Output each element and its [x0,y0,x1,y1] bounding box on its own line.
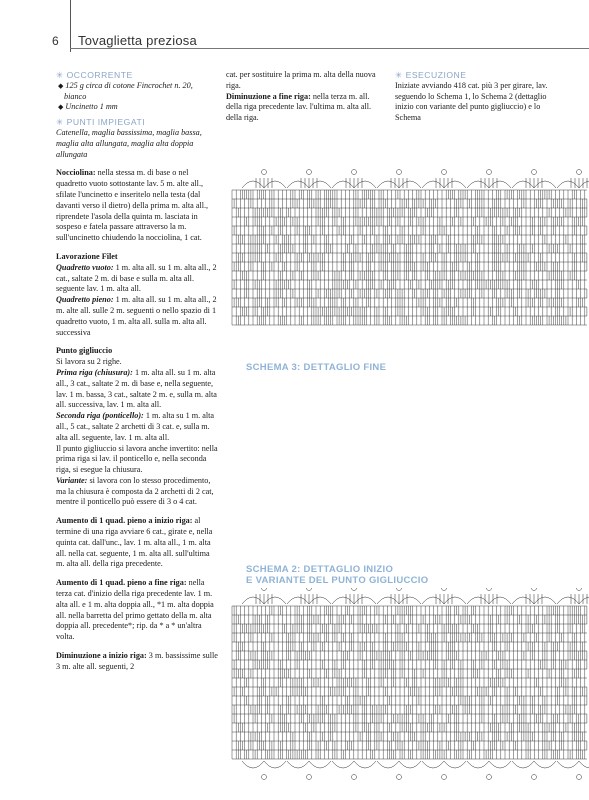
prima-riga-paragraph: Prima riga (chiusura): 1 m. alta all. su 1 m. alta all., 3 cat., saltate 2 m. di base e, nella seguente, lav. 1 m. bassa, 3 cat., saltate 2 m. e, sulla m. alta all. successiva, lav. 1 m. alta all. [56,367,217,410]
esecuzione-text: Iniziate avviando 418 cat. più 3 per girare, lav. seguendo lo Schema 1, lo Schema 2 (dettaglio inizio con variante del punto gigliuccio) e lo Schema [395,80,548,123]
star-icon: ✳ [395,70,406,80]
text-column-2 [226,70,384,124]
seconda-riga-paragraph: Seconda riga (ponticello): 1 m. alta su 1 m. alta all., 5 cat., saltate 2 archetti di 3 cat. e, sulla m. alta all. seguente, lav. 1 m. alta all. [56,411,215,442]
dim-inizio-paragraph: Diminuzione a inizio riga: 3 m. bassissime sulle 3 m. alte all. seguenti, 2 [56,651,218,671]
header-vertical-rule [70,0,71,52]
page-number: 6 [52,34,59,48]
crochet-chart-schema-2 [226,588,589,788]
dim-fine-paragraph: Diminuzione a fine riga: nella terza m. all. della riga precedente lav. l'ultima m. alta all. della riga. [226,91,372,123]
vuoto-paragraph: Quadretto vuoto: 1 m. alta all. su 1 m. alta all., 2 cat., saltate 2 m. di base e sulla m. alta all. seguente lav. 1 m. alta all. [56,262,217,294]
page-header [0,0,589,48]
list-item: bianco [64,91,87,101]
gigliuccio-intro: Si lavora su 2 righe. [56,357,122,367]
list-item: ◆ 125 g circa di cotone Fincrochet n. 20, [58,80,193,90]
schema-2-title-line-1: SCHEMA 2: DETTAGLIO INIZIO [246,564,394,575]
crochet-chart-schema-3 [226,168,589,330]
star-icon: ✳ [56,70,67,80]
pieno-paragraph: Quadretto pieno: 1 m. alta all. su 1 m. alta all., 2 m. alte all. sulle 2 m. seguenti o nello spazio di 1 quadretto vuoto, 1 m. alta all. sulla m. alta all. successiva [56,295,217,337]
invertito-paragraph: Il punto gigliuccio si lavora anche invertito: nella prima riga si lav. il ponticello e, nella seconda riga, si esegue la chiusura. [56,443,218,475]
text-column-1 [56,70,218,673]
diamond-bullet-icon: ◆ [58,81,64,90]
schema-2-title-line-2: E VARIANTE DEL PUNTO GIGLIUCCIO [246,575,429,586]
schema-3-title: SCHEMA 3: DETTAGLIO FINE [246,362,387,373]
gigliuccio-heading: Punto gigliuccio [56,346,113,356]
header-horizontal-rule [70,48,589,49]
variante-paragraph: Variante: si lavora con lo stesso procedimento, ma la chiusura è composta da 2 archetti di 2 cat, mentre il ponticello può essere di 3 o 4 cat. [56,475,214,507]
diamond-bullet-icon: ◆ [58,103,64,112]
punti-text: Catenella, maglia bassissima, maglia bassa, maglia alta allungata, maglia alta doppia allungata [56,127,202,159]
text-column-3 [395,70,555,124]
nocciolina-paragraph: Nocciolina: nella stessa m. di base o nel quadretto vuoto sottostante lav. 5 m. alte all., sfilate l'uncinetto e inseritelo nella testa (dal davanti verso il dietro) della prima m. alta all., riprendete l'asola della quinta m. lasciata in sospeso e fatela passare attraverso la m. sull'uncinetto chiudendo la nocciolina, 1 cat. [56,168,209,243]
aumento-inizio-paragraph: Aumento di 1 quad. pieno a inizio riga: al termine di una riga avviare 6 cat., girate e, nella quinta cat. dall'unc., lav. 1 m. alta all., 1 m. alta all. nella cat. seguente, 1 m. alta all. sull'ultima m. alta all. della riga precedente. [56,516,213,569]
continuation-paragraph: cat. per sostituire la prima m. alta della nuova riga. [226,70,376,90]
aumento-fine-paragraph: Aumento di 1 quad. pieno a fine riga: nella terza cat. d'inizio della riga precedente lav. 1 m. alta all. e 1 m. alta doppia all., *1 m. alta doppia all. nella barretta del primo gettato della m. alta doppia all. precedente*; rip. da * a * un'altra volta. [56,578,214,642]
schema-2-title [246,564,428,586]
section-head-occorrente: ✳ OCCORRENTE [56,70,133,80]
filet-heading: Lavorazione Filet [56,251,118,261]
section-head-punti: ✳ PUNTI IMPIEGATI [56,117,146,128]
star-icon: ✳ [56,117,67,128]
section-head-esecuzione: ✳ ESECUZIONE [395,70,467,80]
list-item: ◆ Uncinetto 1 mm [58,102,118,112]
running-title: Tovaglietta preziosa [78,33,197,48]
